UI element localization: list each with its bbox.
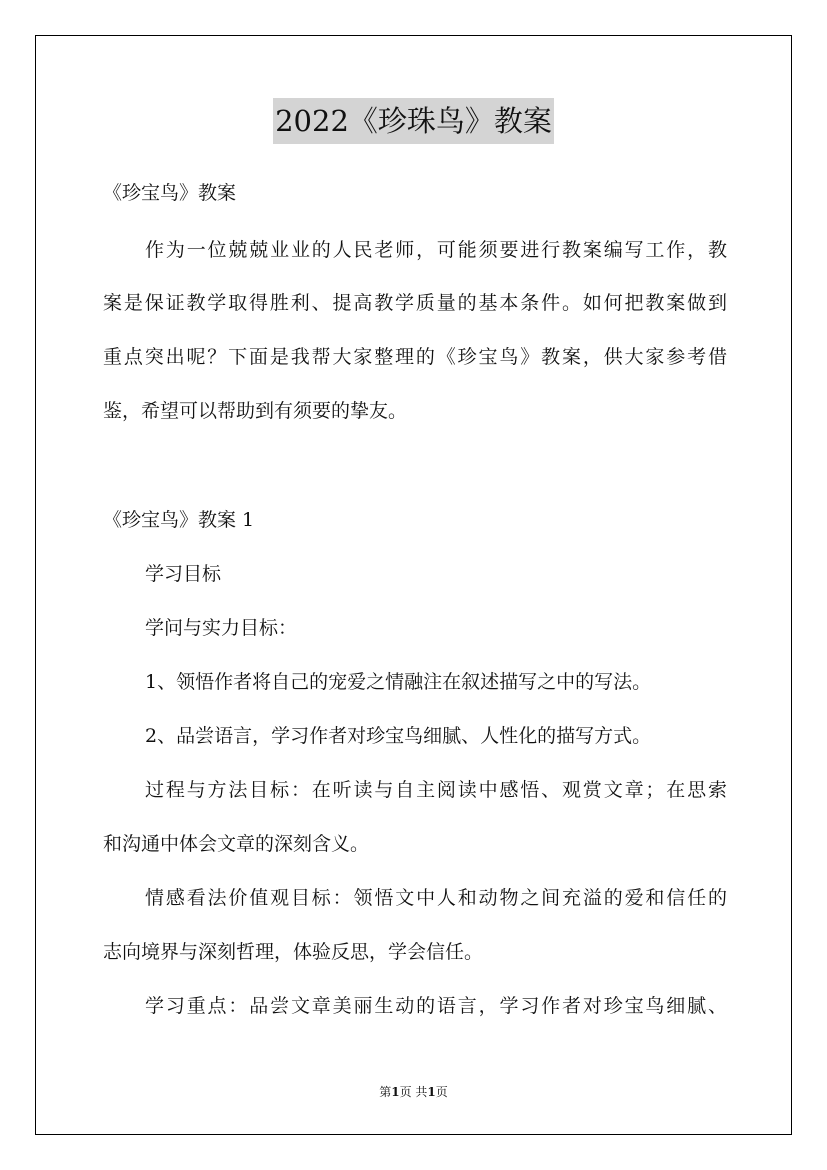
section-heading: 《珍宝鸟》教案 1 <box>103 509 255 531</box>
emotion-line-1: 情感看法价值观目标：领悟文中人和动物之间充溢的爱和信任的 <box>145 887 727 909</box>
process-line-1: 过程与方法目标：在听读与自主阅读中感悟、观赏文章；在思索 <box>145 779 727 801</box>
subtitle: 《珍宝鸟》教案 <box>103 182 237 204</box>
page-footer <box>0 1083 827 1100</box>
intro-line-3: 重点突出呢？下面是我帮大家整理的《珍宝鸟》教案，供大家参考借 <box>103 346 727 368</box>
goal-heading: 学习目标 <box>145 563 222 585</box>
intro-line-1: 作为一位兢兢业业的人民老师，可能须要进行教案编写工作，教 <box>145 239 727 261</box>
intro-line-4: 鉴，希望可以帮助到有须要的挚友。 <box>103 400 408 422</box>
footer-page-number: 1 <box>391 1085 400 1099</box>
footer-suffix: 页 <box>435 1085 448 1099</box>
intro-line-2: 案是保证教学取得胜利、提高教学质量的基本条件。如何把教案做到 <box>103 292 727 314</box>
document-title-wrap <box>0 98 827 144</box>
goal-item-1: 1、领悟作者将自己的宠爱之情融注在叙述描写之中的写法。 <box>145 671 652 693</box>
goal-item-2: 2、品尝语言，学习作者对珍宝鸟细腻、人性化的描写方式。 <box>145 725 652 747</box>
footer-mid: 页 共 <box>399 1085 428 1099</box>
footer-prefix: 第 <box>379 1085 392 1099</box>
footer-page-total: 1 <box>427 1085 436 1099</box>
emotion-line-2: 志向境界与深刻哲理，体验反思，学会信任。 <box>103 941 484 963</box>
process-line-2: 和沟通中体会文章的深刻含义。 <box>103 833 370 855</box>
knowledge-heading: 学问与实力目标： <box>145 617 298 639</box>
focus-line-1: 学习重点：品尝文章美丽生动的语言，学习作者对珍宝鸟细腻、 <box>145 995 727 1017</box>
document-title: 2022《珍珠鸟》教案 <box>273 98 554 144</box>
